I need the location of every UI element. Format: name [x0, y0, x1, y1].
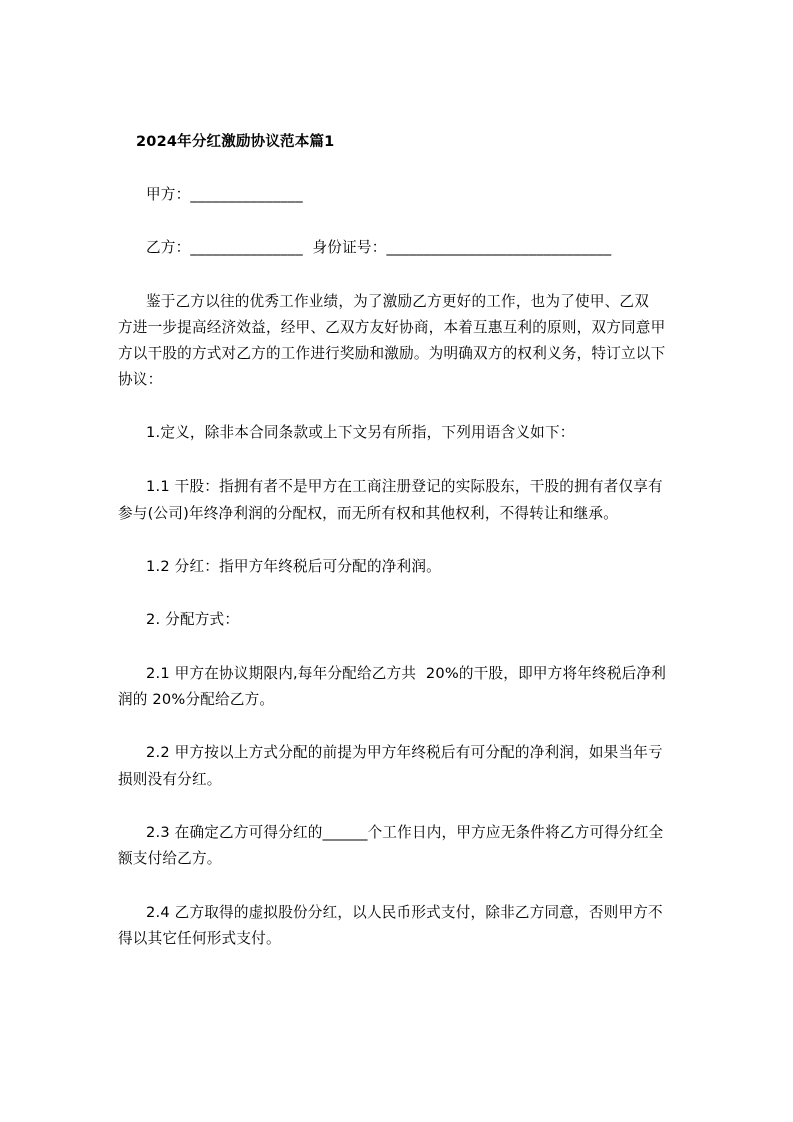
clause-1-1: 参与(公司)年终净利润的分配权，而无所有权和其他权利，不得转让和继承。 — [118, 505, 618, 522]
party-b-line: 乙方：_______________ 身份证号：______________________________ — [146, 239, 612, 256]
preamble-line: 协议： — [118, 371, 163, 388]
clause-2-3: 额支付给乙方。 — [118, 850, 222, 867]
preamble-line: 方进一步提高经济效益，经甲、乙双方友好协商，本着互惠互利的原则，双方同意甲 — [118, 319, 666, 336]
clause-2-3: 2.3 在确定乙方可得分红的______个工作日内，甲方应无条件将乙方可得分红全 — [146, 824, 664, 841]
clause-2-1: 润的 20%分配给乙方。 — [118, 691, 275, 708]
party-a-line: 甲方：_______________ — [146, 186, 303, 203]
preamble-line: 鉴于乙方以往的优秀工作业绩，为了激励乙方更好的工作，也为了使甲、乙双 — [146, 293, 649, 310]
clause-2-4: 2.4 乙方取得的虚拟股份分红，以人民币形式支付，除非乙方同意，否则甲方不 — [146, 904, 663, 921]
section-2-heading: 2. 分配方式： — [146, 611, 240, 628]
section-1-heading: 1.定义，除非本合同条款或上下文另有所指，下列用语含义如下： — [146, 424, 575, 441]
clause-2-1: 2.1 甲方在协议期限内,每年分配给乙方共 20%的干股，即甲方将年终税后净利 — [146, 665, 667, 682]
clause-2-2: 2.2 甲方按以上方式分配的前提为甲方年终税后有可分配的净利润，如果当年亏 — [146, 744, 663, 761]
document-title: 2024年分红激励协议范本篇1 — [136, 134, 335, 150]
clause-1-1: 1.1 干股：指拥有者不是甲方在工商注册登记的实际股东，干股的拥有者仅享有 — [146, 478, 663, 495]
clause-1-2: 1.2 分红：指甲方年终税后可分配的净利润。 — [146, 558, 441, 575]
clause-2-4: 得以其它任何形式支付。 — [118, 930, 281, 947]
preamble-line: 方以干股的方式对乙方的工作进行奖励和激励。为明确双方的权利义务，特订立以下 — [118, 345, 666, 362]
clause-2-2: 损则没有分红。 — [118, 771, 222, 788]
